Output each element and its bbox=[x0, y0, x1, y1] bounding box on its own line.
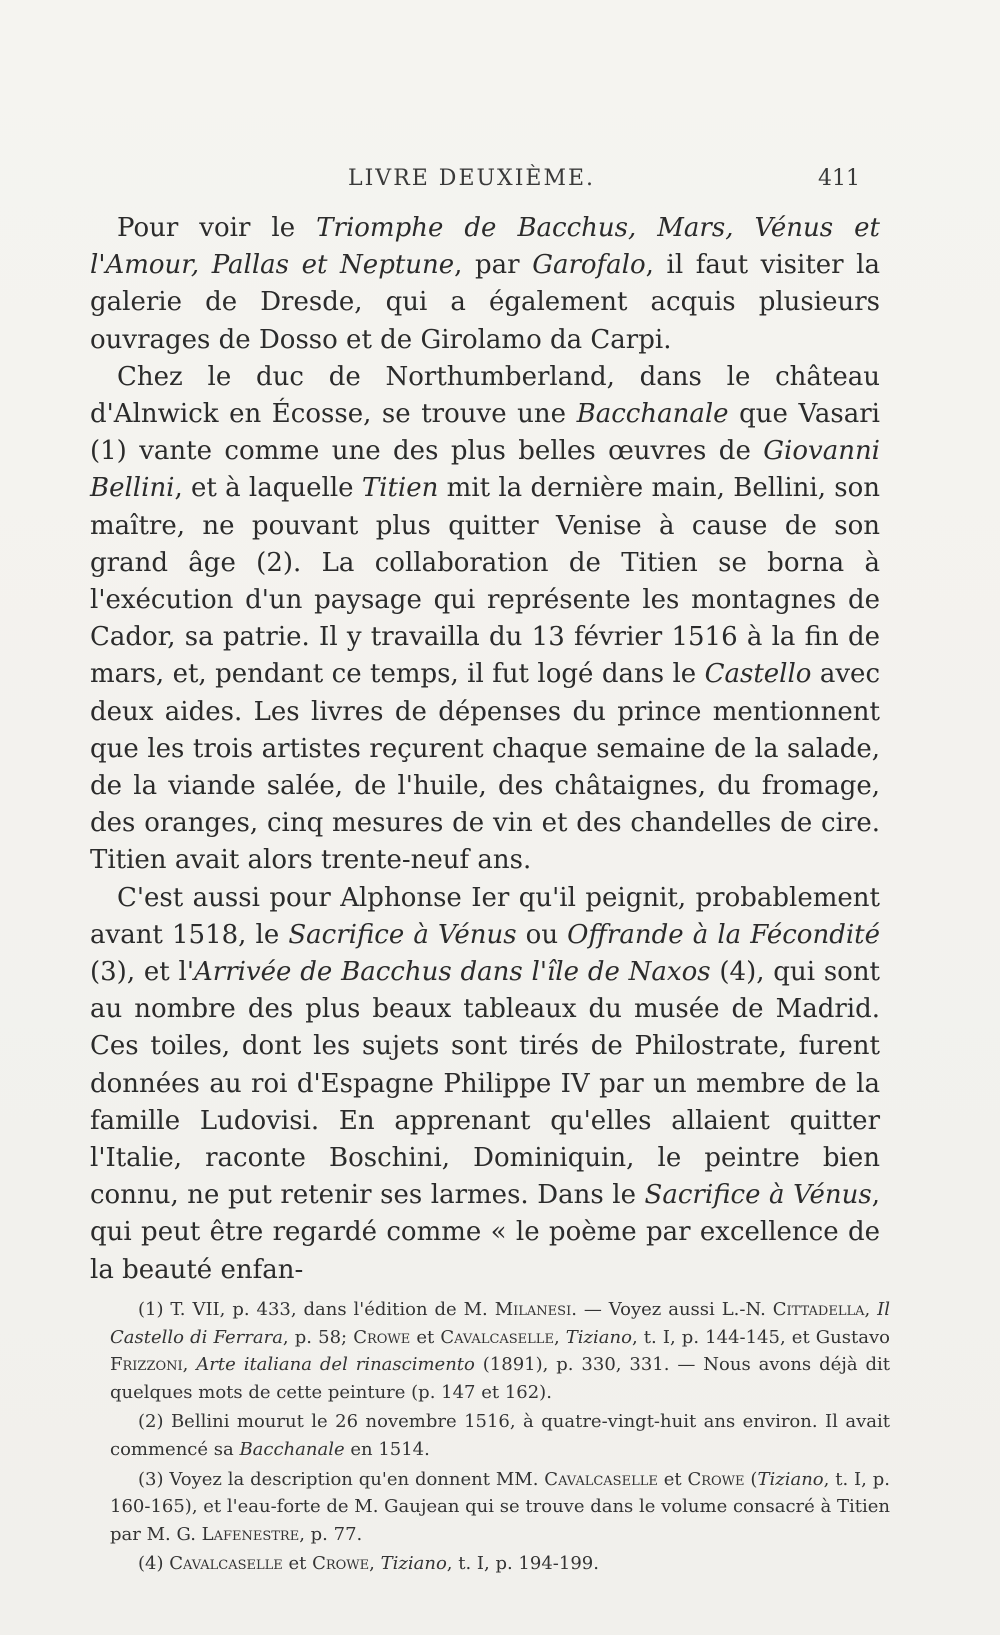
footnote-3: (3) Voyez la description qu'en donnent MM. Cavalcaselle et Crowe (Tiziano, t. I, p. 160-165), et l'eau-forte de M. Gaujean qui se trouve dans le volume consacré à Titien par M. G. Lafenestre, p. 77. bbox=[110, 1468, 890, 1545]
main-text bbox=[90, 210, 880, 1289]
paragraph-2: Chez le duc de Northumberland, dans le château d'Alnwick en Écosse, se trouve une Bacchanale que Vasari (1) vante comme une des plus belles œuvres de Giovanni Bellini, et à laquelle Titien mit la dernière main, Bellini, son maître, ne pouvant plus quitter Venise à cause de son grand âge (2). La collaboration de Titien se borna à l'exécution d'un paysage qui représente les montagnes de Cador, sa patrie. Il y travailla du 13 février 1516 à la fin de mars, et, pendant ce temps, il fut logé dans le Castello avec deux aides. Les livres de dépenses du prince mentionnent que les trois artistes reçurent chaque semaine de la salade, de la viande salée, de l'huile, des châtaignes, du fromage, des oranges, cinq mesures de vin et des chandelles de cire. Titien avait alors trente-neuf ans. bbox=[90, 361, 881, 876]
page-header bbox=[0, 166, 1000, 206]
running-head: LIVRE DEUXIÈME. bbox=[348, 166, 596, 191]
footnote-2: (2) Bellini mourut le 26 novembre 1516, à quatre-vingt-huit ans environ. Il avait commencé sa Bacchanale en 1514. bbox=[110, 1411, 890, 1460]
paragraph-3: C'est aussi pour Alphonse Ier qu'il peignit, probablement avant 1518, le Sacrifice à Vénus ou Offrande à la Fécondité (3), et l'Arrivée de Bacchus dans l'île de Naxos (4), qui sont au nombre des plus beaux tableaux du musée de Madrid. Ces toiles, dont les sujets sont tirés de Philostrate, furent données au roi d'Espagne Philippe IV par un membre de la famille Ludovisi. En apprenant qu'elles allaient quitter l'Italie, raconte Boschini, Dominiquin, le peintre bien connu, ne put retenir ses larmes. Dans le Sacrifice à Vénus, qui peut être regardé comme « le poème par excellence de la beauté enfan- bbox=[90, 882, 881, 1285]
paragraph-1: Pour voir le Triomphe de Bacchus, Mars, Vénus et l'Amour, Pallas et Neptune, par Garofalo, il faut visiter la galerie de Dresde, qui a également acquis plusieurs ouvrages de Dosso et de Girolamo da Carpi. bbox=[90, 213, 880, 355]
footnote-1: (1) T. VII, p. 433, dans l'édition de M. Milanesi. — Voyez aussi L.-N. Cittadella, Il Castello di Ferrara, p. 58; Crowe et Cavalcaselle, Tiziano, t. I, p. 144-145, et Gustavo Frizzoni, Arte italiana del rinascimento (1891), p. 330, 331. — Nous avons déjà dit quelques mots de cette peinture (p. 147 et 162). bbox=[110, 1299, 890, 1403]
footnotes bbox=[110, 1296, 890, 1580]
page-number: 411 bbox=[818, 166, 860, 191]
footnote-4: (4) Cavalcaselle et Crowe, Tiziano, t. I, p. 194-199. bbox=[138, 1553, 599, 1575]
